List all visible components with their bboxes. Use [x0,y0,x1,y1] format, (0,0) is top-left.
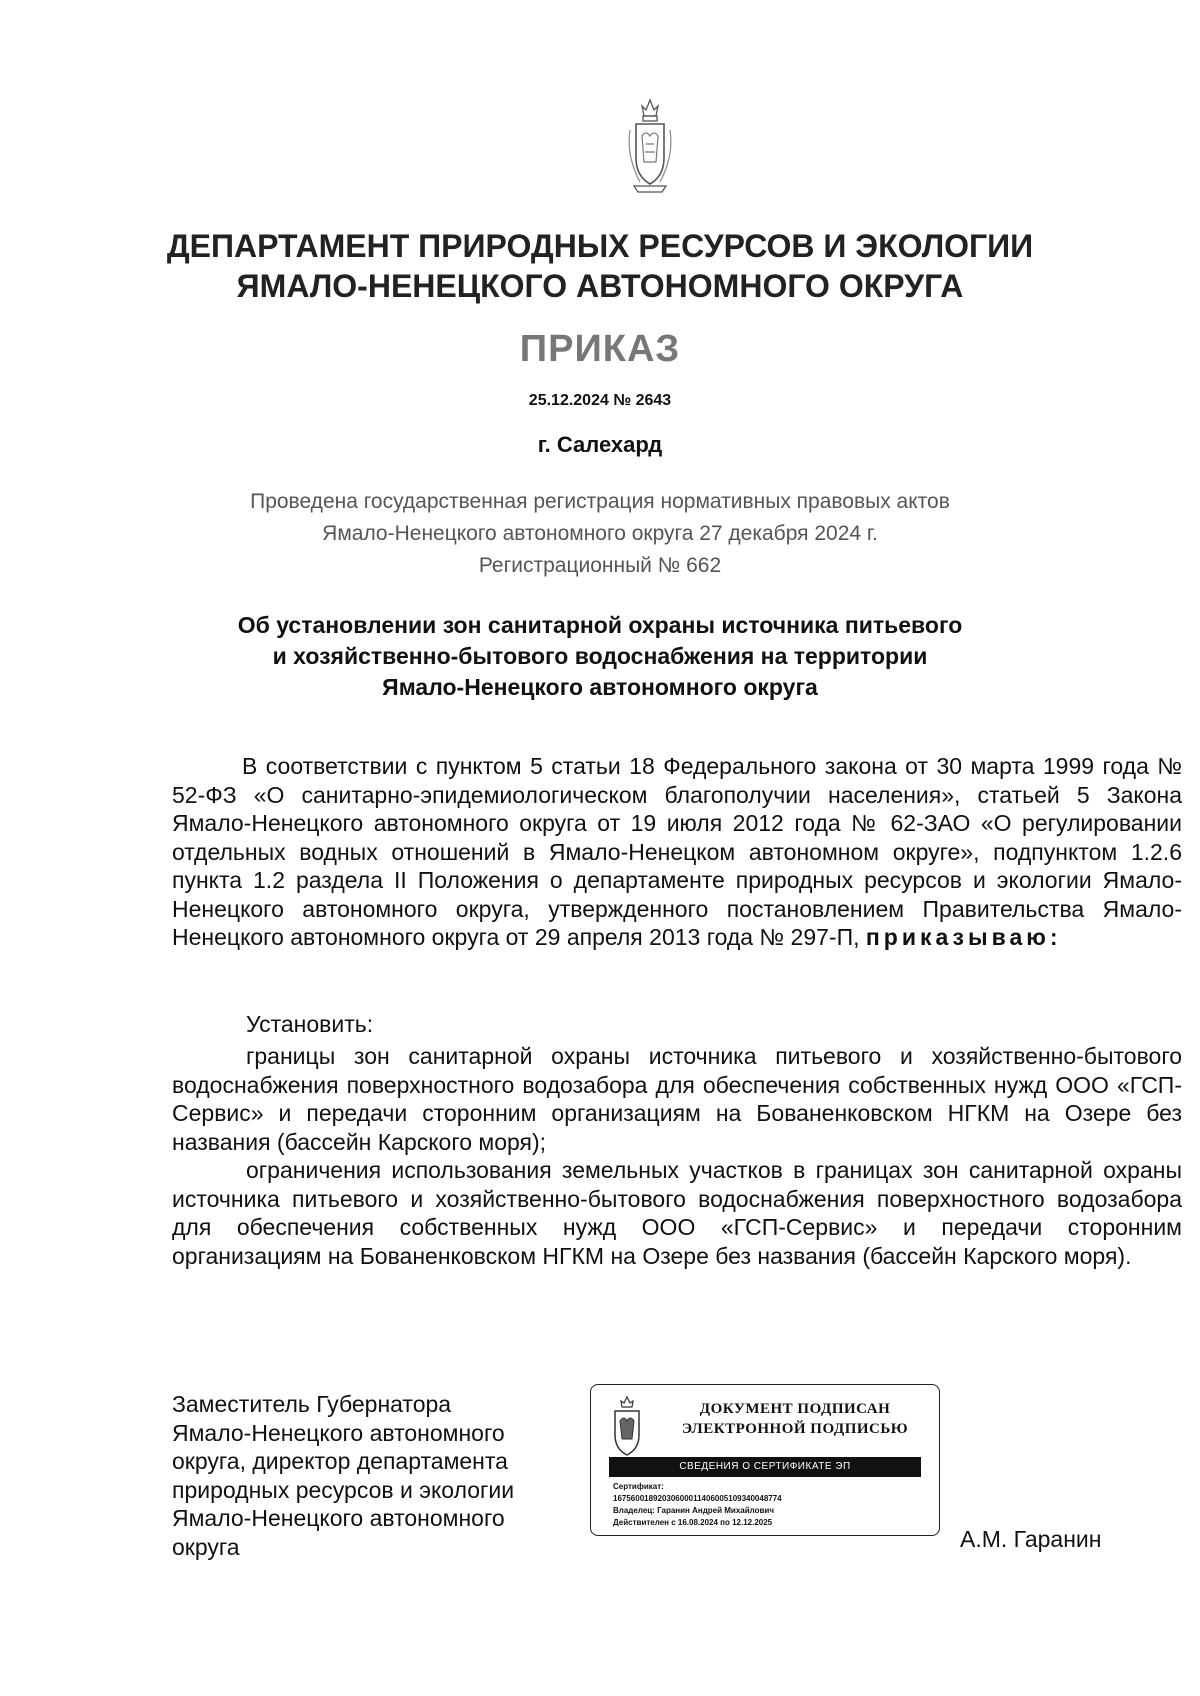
registration-line-2: Ямало-Ненецкого автономного округа 27 декабря 2024 г. [322,522,878,545]
order-date-number: 25.12.2024 № 2643 [528,392,672,409]
signer-name: А.М. Гаранин [960,1526,1102,1552]
certificate-serial: 16756001892030600011406005109340048774 [613,1494,782,1503]
signatory-position [172,1390,572,1561]
certificate-validity: Действителен с 16.08.2024 по 12.12.2025 [613,1518,773,1527]
city: г. Салехард [537,432,663,457]
paragraph-zone-boundaries: границы зон санитарной охраны источника питьевого и хозяйственно-бытового водоснабжения поверхностного водозабора для обеспечения собственных нужд ООО «ГСП-Сервис» и передачи сторонним организациям на Бованенковском НГКМ на Озере без названия (бассейн Карского моря); [172,1043,1182,1155]
registration-line-1: Проведена государственная регистрация нормативных правовых актов [250,490,950,513]
paragraph-land-restrictions: ограничения использования земельных участков в границах зон санитарной охраны источника питьевого и хозяйственно-бытового водоснабжения поверхностного водозабора для обеспечения собственных нужд ООО «ГСП-Сервис» и передачи сторонним организациям на Бованенковском НГКМ на Озере без названия (бассейн Карского моря). [172,1157,1182,1269]
order-title: ПРИКАЗ [519,328,681,370]
stamp-title [661,1399,929,1439]
stamp-title-line-1: ДОКУМЕНТ ПОДПИСАН [699,1401,891,1417]
subject-line-2: и хозяйственно-бытового водоснабжения на территории [272,643,928,669]
certificate-details [613,1481,933,1529]
signatory-line: округа [172,1533,240,1560]
certificate-owner: Владелец: Гаранин Андрей Михайлович [613,1506,774,1515]
certificate-info-bar: СВЕДЕНИЯ О СЕРТИФИКАТЕ ЭП [609,1457,921,1477]
signatory-line: Ямало-Ненецкого автономного [172,1505,505,1531]
subject-line-3: Ямало-Ненецкого автономного округа [382,674,818,700]
order-subject [150,610,1050,703]
subject-line-1: Об установлении зон санитарной охраны источника питьевого [237,612,963,638]
paragraph-legal-basis-text: В соответствии с пунктом 5 статьи 18 Федерального закона от 30 марта 1999 года № 52-ФЗ «О санитарно-эпидемиологическом благополучии населения», статьей 5 Закона Ямало-Ненецкого автономного округа от 19 июля 2012 года № 62-ЗАО «О регулировании отдельных водных отношений в Ямало-Ненецком автономном округе», подпунктом 1.2.6 пункта 1.2 раздела II Положения о департаменте природных ресурсов и экологии Ямало-Ненецкого автономного округа, утвержденного постановлением Правительства Ямало-Ненецкого автономного округа от 29 апреля 2013 года № 297-П, [172,753,1182,950]
department-name [100,226,1100,306]
signatory-line: природных ресурсов и экологии [172,1476,515,1503]
registration-note [150,486,1050,582]
department-line-1: ДЕПАРТАМЕНТ ПРИРОДНЫХ РЕСУРСОВ И ЭКОЛОГИИ [166,228,1034,264]
stamp-title-line-2: ЭЛЕКТРОННОЙ ПОДПИСЬЮ [681,1421,909,1437]
order-keyword: приказываю: [865,924,1062,950]
electronic-signature-stamp [590,1384,940,1536]
signatory-line: Ямало-Ненецкого автономного [172,1419,505,1446]
coat-of-arms-icon [605,1395,649,1459]
paragraph-legal-basis [172,752,1182,952]
coat-of-arms-emblem [622,96,678,196]
certificate-label: Сертификат: [613,1482,664,1491]
signatory-line: Заместитель Губернатора [172,1391,452,1417]
department-line-2: ЯМАЛО-НЕНЕЦКОГО АВТОНОМНОГО ОКРУГА [236,268,964,304]
registration-line-3: Регистрационный № 662 [478,554,722,577]
signatory-line: округа, директор департамента [172,1448,508,1474]
paragraph-establish: Установить: [246,1011,374,1037]
